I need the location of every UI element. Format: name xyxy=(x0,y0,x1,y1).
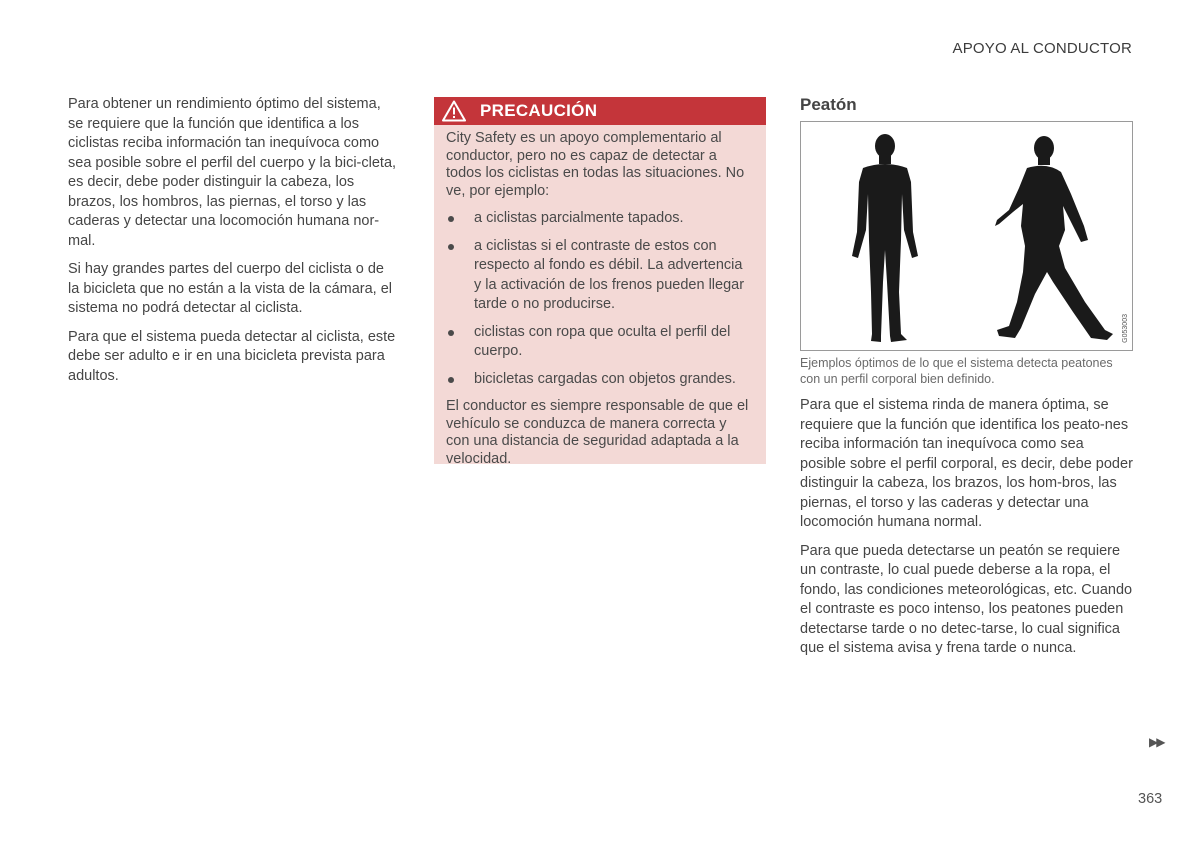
page-number: 363 xyxy=(1138,791,1163,807)
bullet-icon xyxy=(448,330,454,336)
list-item xyxy=(446,209,752,229)
list-item-text: a ciclistas si el contraste de estos con respecto al fondo es débil. La advertencia y la activación de los frenos pueden llegar tarde o no producirse. xyxy=(474,237,745,312)
left-column-text xyxy=(68,95,398,395)
figure-id-label: G053003 xyxy=(1122,314,1129,343)
caution-list xyxy=(446,209,752,389)
list-item xyxy=(446,237,752,315)
list-item xyxy=(446,323,752,362)
walking-pedestrian-silhouette xyxy=(995,136,1113,340)
paragraph: Si hay grandes partes del cuerpo del ciclista o de la bicicleta que no están a la vista de la cámara, el sistema no podrá detectar al ciclista. xyxy=(68,261,393,316)
caution-box xyxy=(434,97,766,467)
list-item-text: a ciclistas parcialmente tapados. xyxy=(474,210,684,226)
right-column xyxy=(800,95,1133,659)
list-item-text: bicicletas cargadas con objetos grandes. xyxy=(474,370,736,387)
paragraph: Para que el sistema rinda de manera óptima, se requiere que la función que identifica los peato-nes reciba información tan inequívoca como sea posible sobre el perfil corporal, es decir, debe poder distinguir la cabeza, los brazos, los hom-bros, las piernas, el torso y las caderas y detectar una locomoción humana normal. xyxy=(800,397,1133,530)
list-item-text: ciclistas con ropa que oculta el perfil del cuerpo. xyxy=(474,323,731,359)
caution-intro: City Safety es un apoyo complementario al conductor, pero no es capaz de detectar a todos los ciclistas en todas las situaciones. No ve, por ejemplo: xyxy=(446,130,745,199)
pedestrian-figure xyxy=(800,121,1133,351)
bullet-icon xyxy=(448,377,454,383)
paragraph: Para que el sistema pueda detectar al ciclista, este debe ser adulto e ir en una bicicleta prevista para adultos. xyxy=(68,328,396,384)
caution-title: PRECAUCIÓN xyxy=(480,101,598,120)
paragraph: Para obtener un rendimiento óptimo del sistema, se requiere que la función que identifica a los ciclistas reciba información tan inequívoca como sea posible sobre el perfil del cuerpo y la bici-cleta, es decir, debe poder distinguir la cabeza, los brazos, los hombros, las piernas, el torso y las caderas y detectar una locomoción humana nor-mal. xyxy=(68,96,397,249)
paragraph: Para que pueda detectarse un peatón se requiere un contraste, lo cual puede deberse a la ropa, el fondo, las condiciones meteorológicas, etc. Cuando el contraste es poco intenso, los peatones pueden detectarse tarde o no detec-tarse, lo cual significa que el sistema avisa y frena tarde o nunca. xyxy=(800,542,1133,656)
figure-caption: Ejemplos óptimos de lo que el sistema detecta peatones con un perfil corporal bien definido. xyxy=(800,356,1113,386)
section-heading: Peatón xyxy=(800,95,857,114)
caution-body xyxy=(434,125,766,468)
standing-pedestrian-silhouette xyxy=(852,134,918,342)
pedestrian-silhouettes-illustration xyxy=(801,122,1132,350)
bullet-icon xyxy=(448,216,454,222)
bullet-icon xyxy=(448,244,454,250)
warning-triangle-icon xyxy=(442,100,466,122)
list-item xyxy=(446,370,752,390)
continue-arrow-icon: ▶▶ xyxy=(1149,735,1164,749)
page-section-title: APOYO AL CONDUCTOR xyxy=(952,40,1132,57)
caution-header xyxy=(434,97,766,125)
caution-closing: El conductor es siempre responsable de que el vehículo se conduzca de manera correcta y con una distancia de seguridad adaptada a la velocidad. xyxy=(446,398,749,467)
